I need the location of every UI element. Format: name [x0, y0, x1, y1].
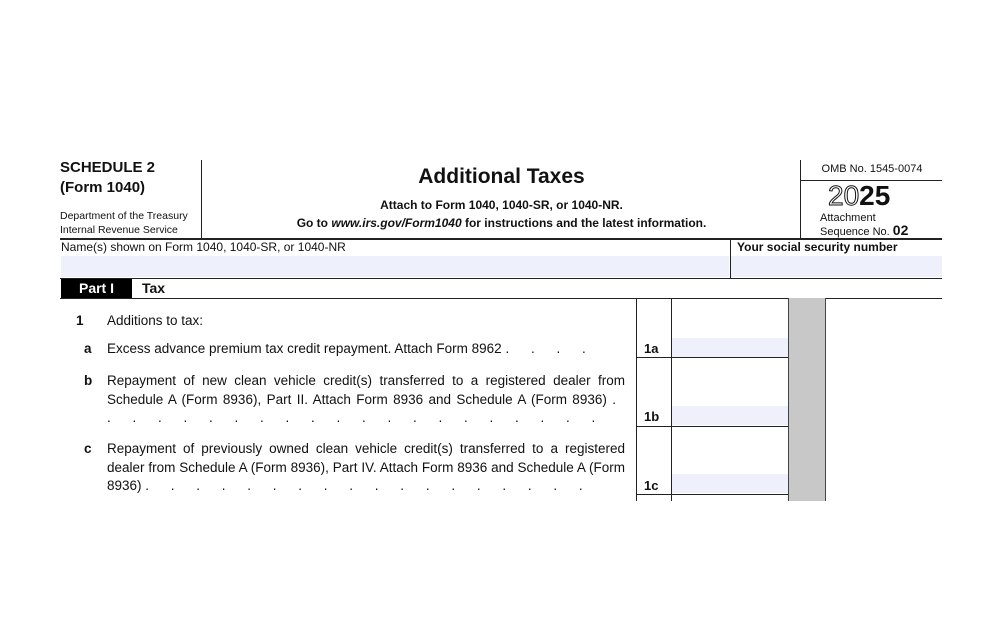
line-1c-desc: Repayment of previously owned clean vehicle credit(s) transferred to a registered dealer from Schedule A (Form 8936), Part IV. Attach Form 8936 and Schedule A (Form 8936): [107, 441, 625, 493]
dept-line-1: Department of the Treasury: [60, 210, 188, 222]
line-1a-desc: Excess advance premium tax credit repayment. Attach Form 8962: [107, 341, 502, 356]
name-label: Name(s) shown on Form 1040, 1040-SR, or 1040-NR: [61, 240, 346, 254]
box-1b-label: 1b: [644, 409, 660, 424]
line-1a-rule: [636, 357, 788, 358]
omb-number: OMB No. 1545-0074: [821, 163, 923, 175]
ssn-input[interactable]: [731, 256, 942, 277]
schedule-title: [60, 158, 155, 198]
department: [60, 209, 188, 237]
name-input[interactable]: [61, 256, 729, 277]
header-divider-left: [201, 160, 202, 238]
box-1a-label: 1a: [644, 341, 659, 356]
sequence-number: 02: [892, 222, 909, 238]
leader-dots: . . . . . . . . . . . . . . . . . .: [145, 478, 592, 493]
amount-col-left: [671, 298, 672, 501]
line-1b-desc: Repayment of new clean vehicle credit(s) transferred to a registered dealer from Schedule A (Form 8936), Part II. Attach Form 8936 and Schedule A (Form 8936): [107, 373, 625, 407]
box-1c-label: 1c: [644, 478, 659, 493]
part-label: Part I: [61, 279, 132, 298]
form-reference: (Form 1040): [60, 179, 146, 196]
attachment-label: Attachment: [820, 212, 876, 224]
leader-dots: . . . .: [505, 341, 595, 356]
line-1a-text: [107, 340, 625, 358]
line-1b-amount-input[interactable]: [672, 406, 788, 425]
line-1c-amount-input[interactable]: [672, 474, 788, 493]
attachment-sequence: [820, 212, 908, 238]
line-label-col-left: [636, 298, 637, 501]
line-1b-rule: [636, 426, 788, 427]
irs-link[interactable]: www.irs.gov/Form1040: [331, 216, 462, 230]
line-1c-rule: [636, 494, 788, 495]
line-1b-letter: b: [84, 373, 93, 388]
line-1b-text: [107, 372, 625, 428]
leader-dots: . . . . . . . . . . . . . . . . . . . . .: [107, 391, 625, 425]
line-1a-amount-input[interactable]: [672, 338, 788, 357]
sequence-label: Sequence No.: [820, 226, 890, 238]
line-1c-text: [107, 440, 625, 496]
line-1c-letter: c: [84, 441, 92, 456]
ssn-label: Your social security number: [737, 240, 898, 254]
tax-year: [828, 181, 890, 211]
form-title: Additional Taxes: [418, 165, 585, 188]
attach-instruction: Attach to Form 1040, 1040-SR, or 1040-NR.: [380, 198, 623, 212]
dept-line-2: Internal Revenue Service: [60, 224, 178, 236]
goto-suffix: for instructions and the latest information.: [461, 216, 707, 230]
schedule-name: SCHEDULE 2: [60, 159, 156, 176]
year-bold: 25: [859, 180, 891, 211]
line-1-text: Additions to tax:: [107, 313, 204, 328]
name-row-bottom-rule: [60, 278, 942, 279]
line-1-number: 1: [76, 313, 84, 328]
year-outline: 20: [828, 180, 860, 211]
shaded-column: [788, 298, 826, 501]
line-1a-letter: a: [84, 341, 92, 356]
goto-prefix: Go to: [296, 216, 332, 230]
goto-instruction: [203, 216, 800, 230]
header-divider-right: [800, 160, 801, 238]
part-title: Tax: [142, 280, 166, 296]
